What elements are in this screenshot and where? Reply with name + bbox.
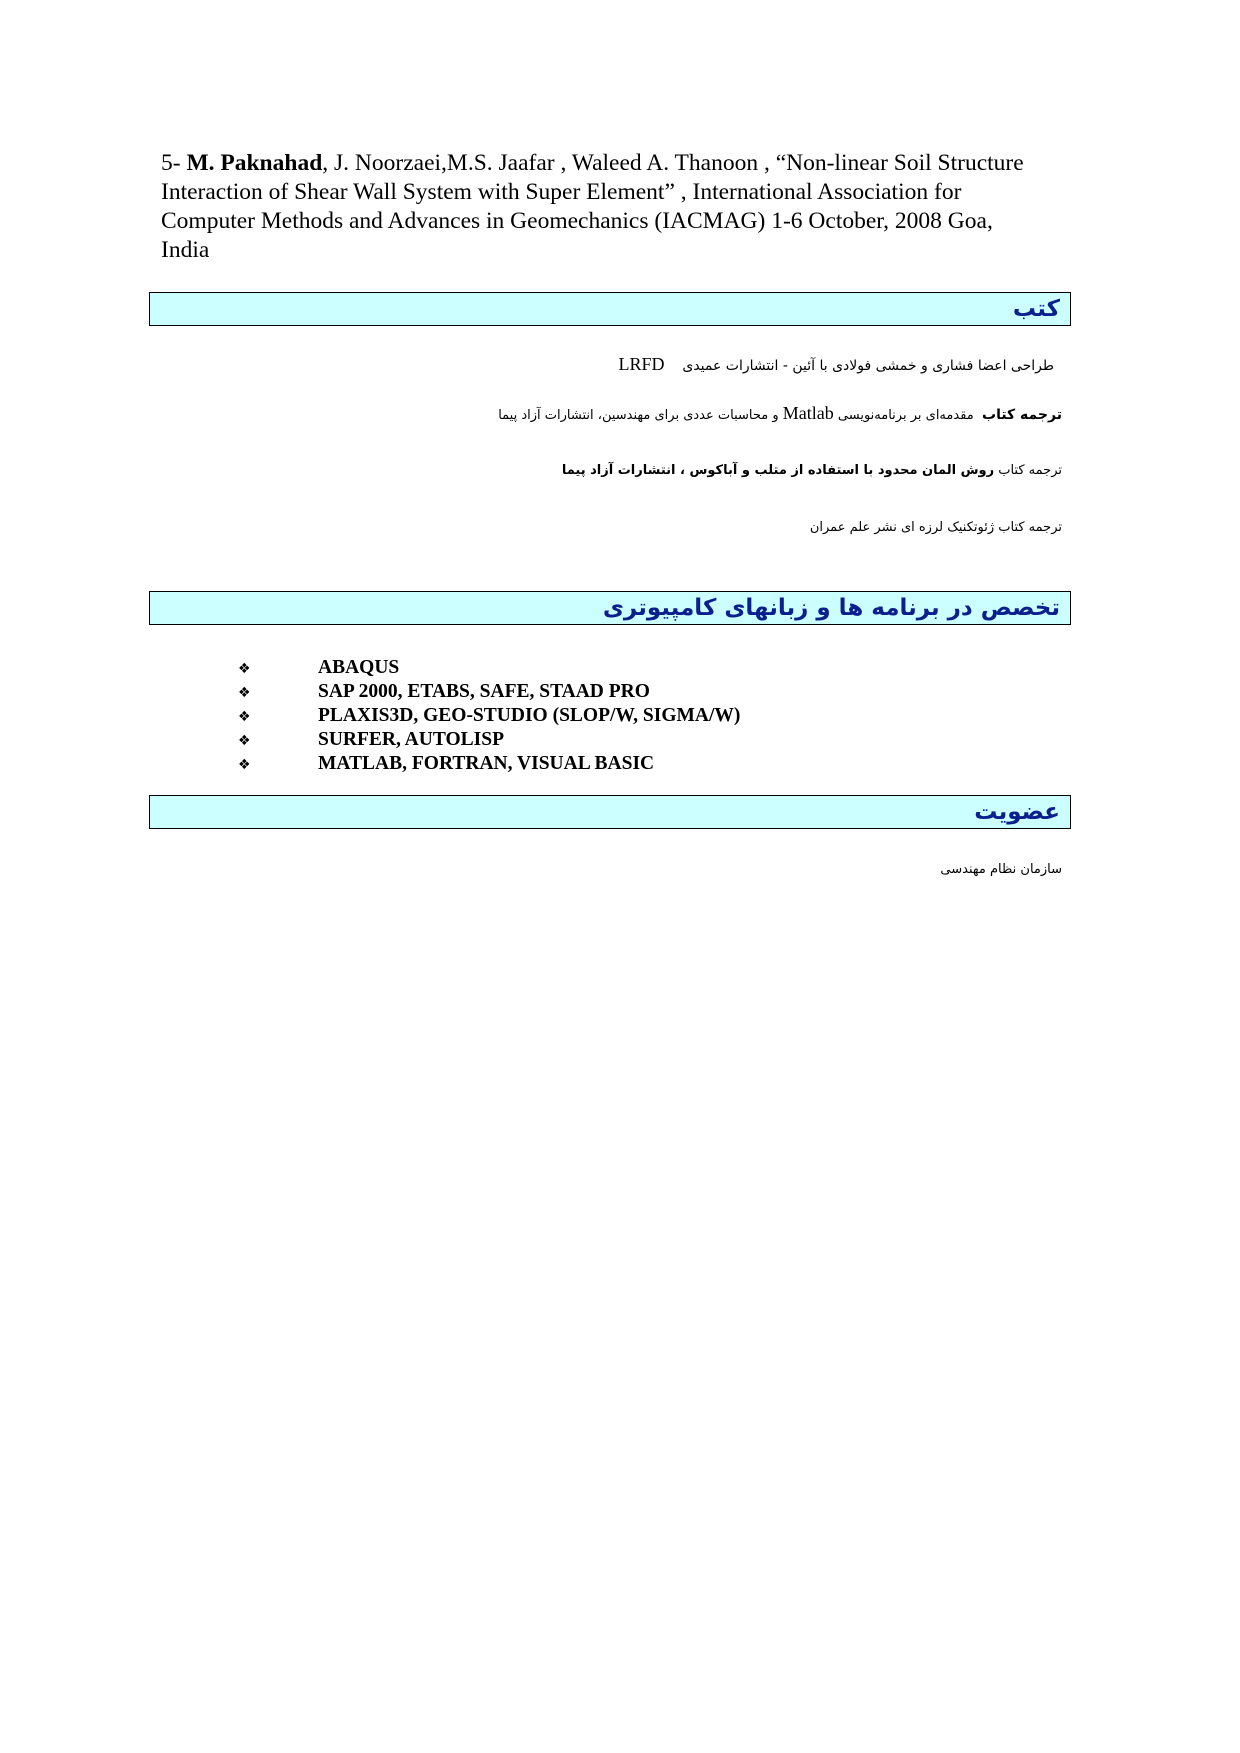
books-section-title: کتب bbox=[1012, 296, 1060, 322]
list-item: ❖ PLAXIS3D, GEO-STUDIO (SLOP/W, SIGMA/W) bbox=[238, 704, 740, 728]
bullet-icon: ❖ bbox=[238, 709, 251, 725]
book-item-4 bbox=[810, 520, 1062, 535]
book-item-1-text: طراحی اعضا فشاری و خمشی فولادی با آئین - انتشارات عمیدی bbox=[682, 358, 1054, 374]
book-item-4-text: ترجمه کتاب ژئوتکنیک لرزه ای نشر علم عمران bbox=[809, 520, 1062, 535]
skills-section-header bbox=[149, 591, 1071, 625]
book-item-3-text: روش المان محدود با استفاده از متلب و آباکوس ، انتشارات آزاد پیما bbox=[561, 463, 995, 478]
book-item-2 bbox=[498, 403, 1062, 424]
list-item: ❖ ABAQUS bbox=[238, 656, 740, 680]
book-item-1 bbox=[619, 354, 1054, 375]
bullet-icon: ❖ bbox=[238, 685, 251, 701]
book-item-2-before-latin: مقدمه‌ای بر برنامه‌نویسی bbox=[837, 408, 974, 423]
skills-section-title: تخصص در برنامه ها و زبانهای کامپیوتری bbox=[602, 595, 1060, 621]
publication-lead-author: M. Paknahad bbox=[186, 150, 323, 176]
publication-entry bbox=[161, 149, 1041, 265]
publication-citation: , J. Noorzaei,M.S. Jaafar , Waleed A. Thanoon , “Non-linear Soil Structure Interaction of Shear Wall System with Super Element” , International Association for Computer Methods and Advances in Geomechanics (IACMAG) 1-6 October, 2008 Goa, India bbox=[161, 150, 1024, 263]
list-item: ❖ SAP 2000, ETABS, SAFE, STAAD PRO bbox=[238, 680, 740, 704]
list-item: ❖ MATLAB, FORTRAN, VISUAL BASIC bbox=[238, 752, 740, 776]
book-item-2-prefix: ترجمه کتاب bbox=[982, 407, 1062, 423]
skills-list bbox=[238, 656, 740, 776]
bullet-icon: ❖ bbox=[238, 661, 251, 677]
book-item-2-after-latin: و محاسبات عددی برای مهندسین، انتشارات آزاد پیما bbox=[498, 408, 779, 423]
publication-number: 5- bbox=[161, 150, 187, 176]
membership-item-1: سازمان نظام مهندسی bbox=[940, 862, 1062, 877]
bullet-icon: ❖ bbox=[238, 757, 251, 773]
book-item-2-latin: Matlab bbox=[782, 403, 834, 423]
list-item: ❖ SURFER, AUTOLISP bbox=[238, 728, 740, 752]
membership-section-header bbox=[149, 795, 1071, 829]
book-item-1-latin: LRFD bbox=[618, 354, 665, 374]
books-section-header bbox=[149, 292, 1071, 326]
bullet-icon: ❖ bbox=[238, 733, 251, 749]
book-item-3 bbox=[562, 463, 1062, 478]
membership-section-title: عضویت bbox=[974, 799, 1060, 825]
book-item-3-prefix: ترجمه کتاب bbox=[998, 463, 1062, 478]
